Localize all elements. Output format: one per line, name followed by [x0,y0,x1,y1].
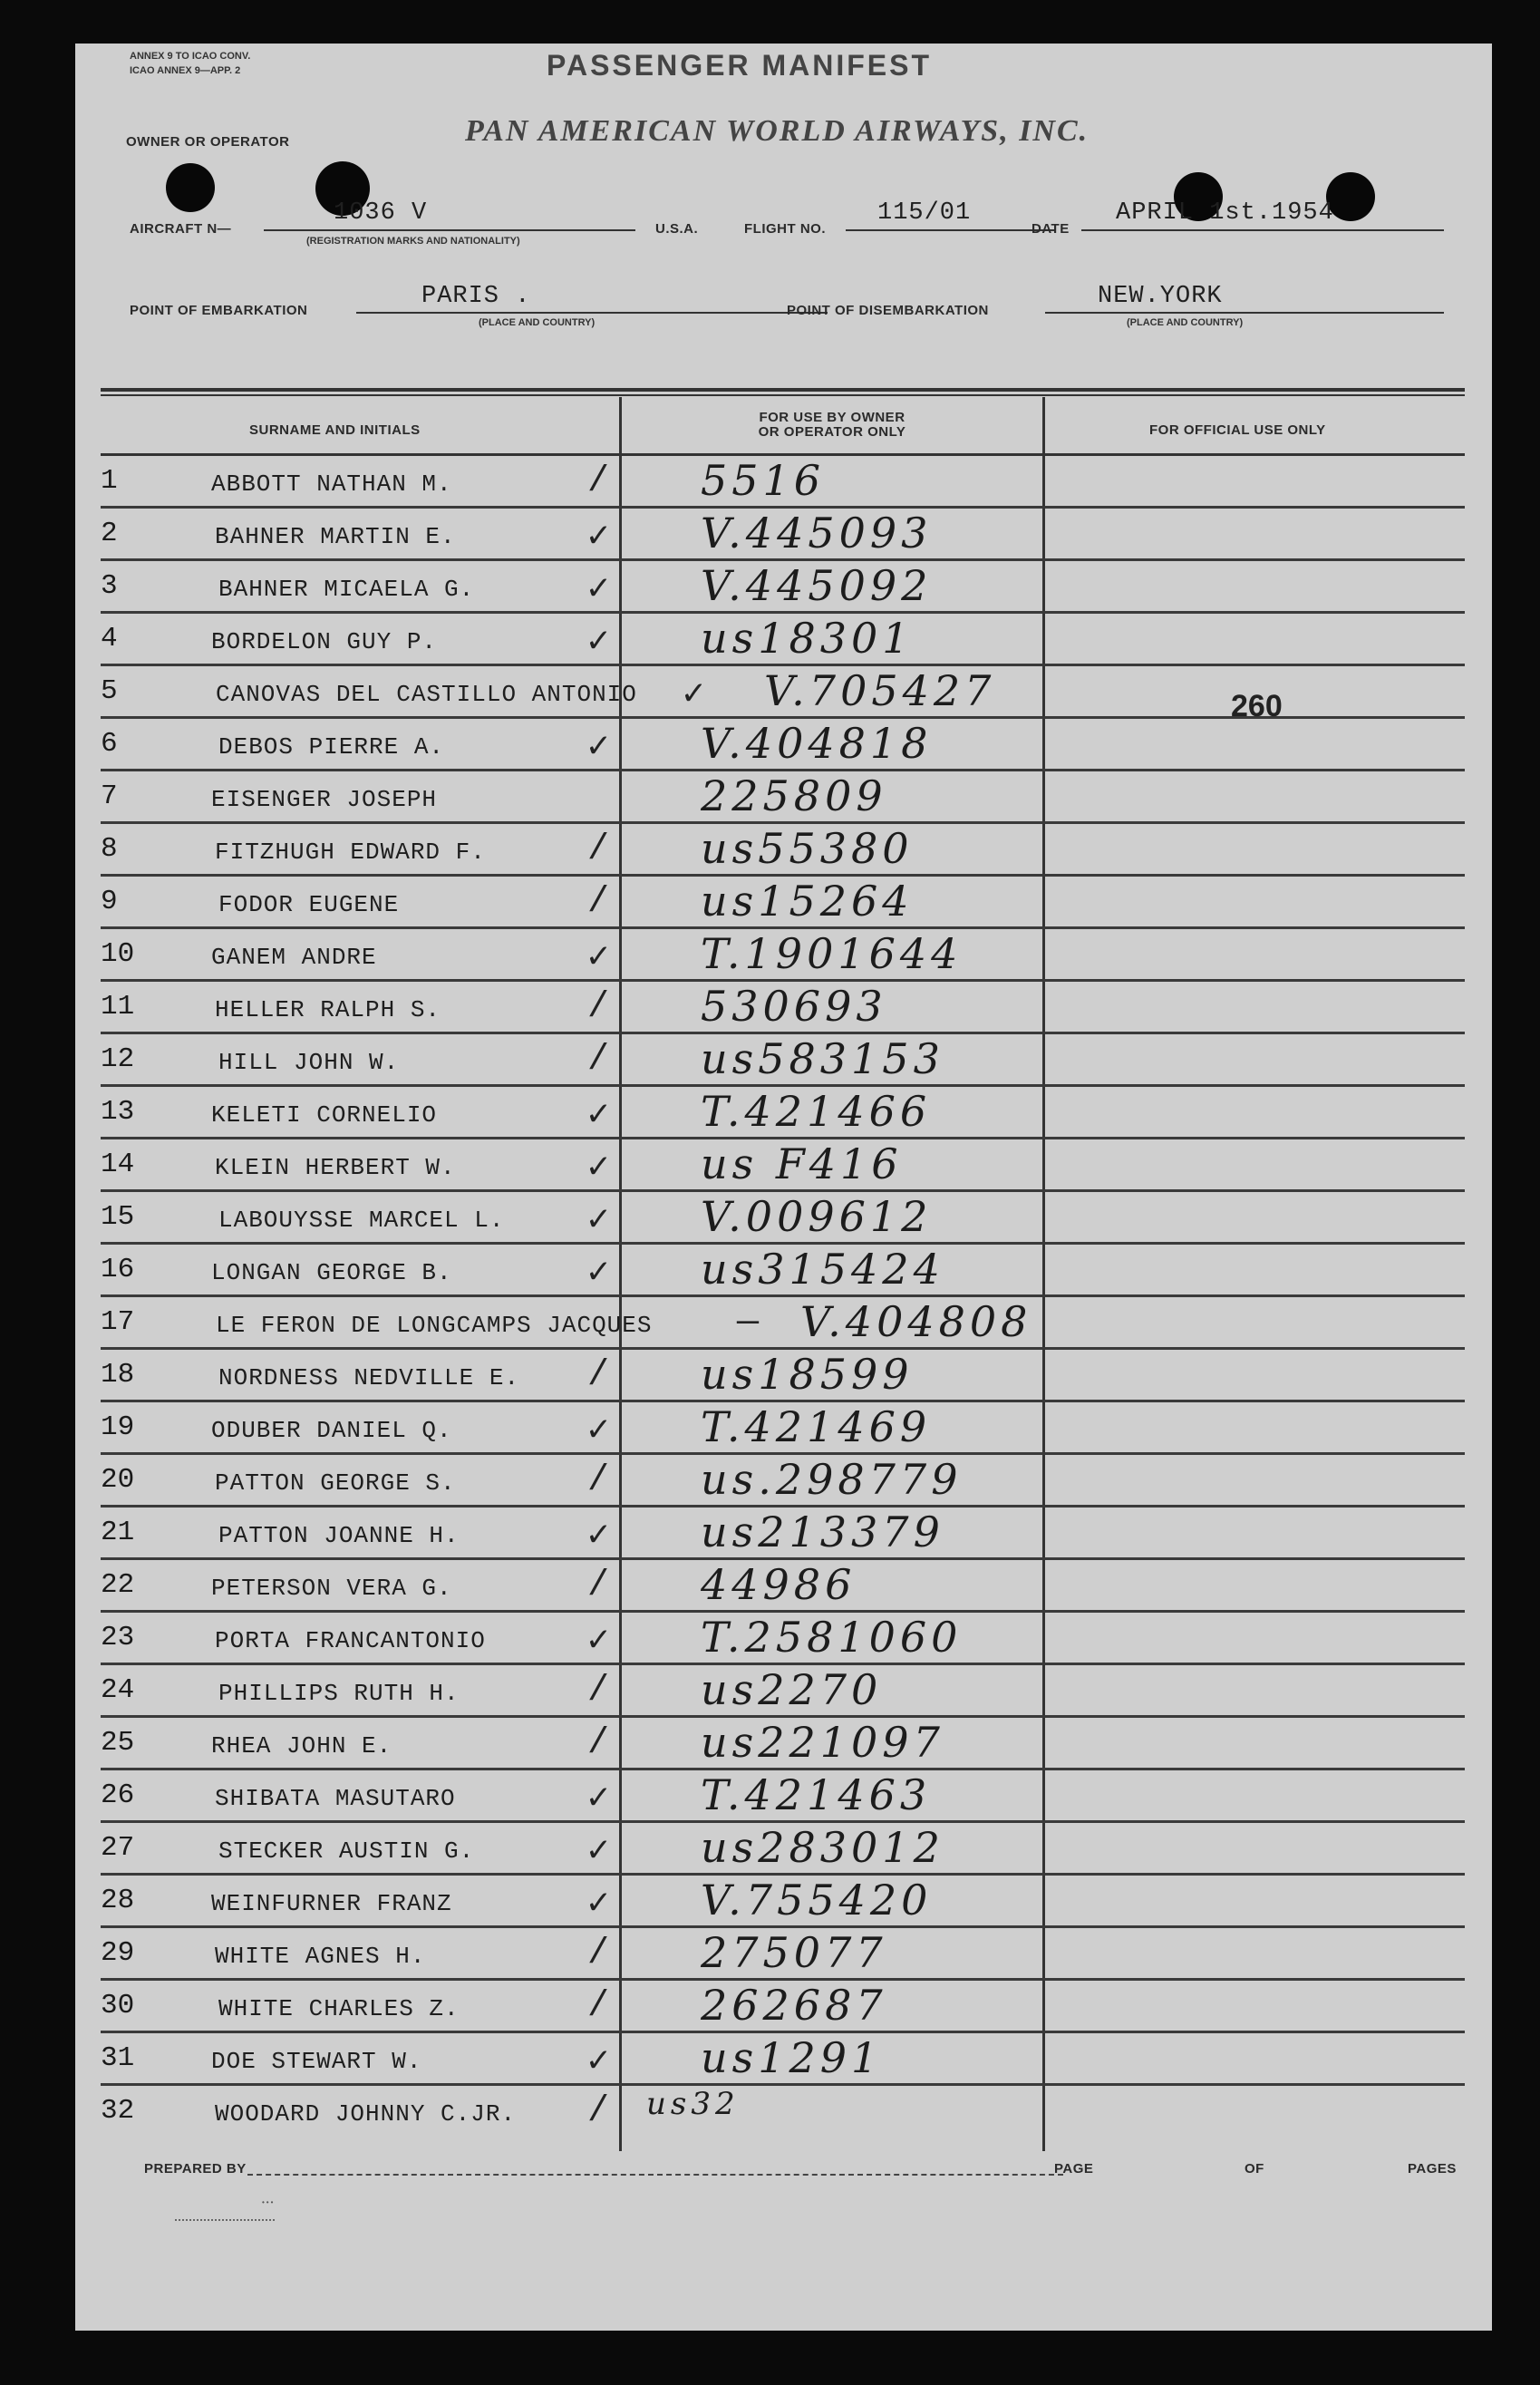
check-mark: ✓ [587,623,610,664]
flight-number: 115/01 [877,199,972,227]
passenger-row [75,1245,1492,1297]
check-mark: / [587,1723,610,1764]
check-mark: / [587,1460,610,1501]
passenger-name: PETERSON VERA G. [211,1575,452,1602]
passenger-name: BAHNER MICAELA G. [218,576,475,603]
passenger-name: PHILLIPS RUTH H. [218,1680,460,1707]
embarkation-sublabel: (PLACE AND COUNTRY) [479,317,596,328]
passenger-row [75,1297,1492,1350]
check-mark: ✓ [587,1254,610,1294]
check-mark: / [587,1040,610,1081]
passenger-row [75,561,1492,614]
ticket-number: us32 [646,2086,740,2122]
underline [247,2174,1063,2177]
ticket-number: V.445092 [701,561,933,610]
row-number: 21 [101,1517,135,1548]
check-mark: ✓ [587,570,610,611]
disembarkation-point: NEW.YORK [1098,283,1223,310]
ticket-number: 275077 [701,1928,887,1977]
passenger-name: HILL JOHN W. [218,1049,400,1076]
row-number: 9 [101,886,118,917]
column-header-operator: FOR USE BY OWNER [759,410,906,425]
check-mark: ✓ [587,1622,610,1663]
ticket-number: us221097 [701,1718,944,1767]
ticket-number: us15264 [701,877,914,926]
ticket-number: us55380 [701,824,914,873]
manifest-sheet [75,44,1492,2331]
owner-operator-label: OWNER OR OPERATOR [126,134,290,150]
ticket-number: 225809 [701,771,887,820]
passenger-name: GANEM ANDRE [211,944,377,971]
row-number: 6 [101,728,118,760]
country-label: U.S.A. [655,221,699,237]
underline [846,229,1054,231]
passenger-row [75,824,1492,877]
embarkation-point: PARIS . [421,283,531,310]
passenger-row [75,1192,1492,1245]
row-number: 30 [101,1990,135,2021]
row-number: 16 [101,1254,135,1285]
passenger-name: ODUBER DANIEL Q. [211,1417,452,1444]
passenger-row [75,1455,1492,1508]
check-mark: / [587,1934,610,1974]
of-label: OF [1245,2161,1264,2177]
check-mark: / [587,1986,610,2027]
ticket-number: T.421469 [701,1402,932,1451]
row-number: 8 [101,833,118,865]
check-mark: / [587,1671,610,1711]
row-number: 27 [101,1832,135,1864]
passenger-name: CANOVAS DEL CASTILLO ANTONIO [216,681,637,708]
ticket-number: us F416 [701,1139,903,1188]
passenger-row [75,719,1492,771]
flight-date: APRIL 1st.1954 [1116,199,1334,227]
ticket-number: T.421466 [701,1087,932,1136]
row-number: 17 [101,1306,135,1338]
passenger-row [75,982,1492,1034]
row-number: 1 [101,465,118,497]
page-label: PAGE [1054,2161,1094,2177]
passenger-row [75,1613,1492,1665]
row-number: 7 [101,780,118,812]
passenger-name: PATTON JOANNE H. [218,1522,460,1549]
passenger-row [75,1087,1492,1139]
row-number: 14 [101,1149,135,1180]
row-number: 31 [101,2042,135,2074]
underline [264,229,635,231]
passenger-name: EISENGER JOSEPH [211,786,438,813]
check-mark: ✓ [587,1201,610,1242]
row-number: 5 [101,675,118,707]
ticket-number: T.421463 [701,1770,932,1819]
date-label: DATE [1032,221,1070,237]
ticket-number: V.705427 [764,666,996,715]
passenger-row [75,1139,1492,1192]
prepared-by-label: PREPARED BY [144,2161,247,2177]
ticket-number: us213379 [701,1508,944,1556]
row-number: 3 [101,570,118,602]
ticket-number: us.298779 [701,1455,963,1504]
passenger-name: ABBOTT NATHAN M. [211,470,452,498]
passenger-row [75,1350,1492,1402]
passenger-row [75,929,1492,982]
ticket-number: 530693 [701,982,887,1031]
ticket-number: V.755420 [701,1876,933,1924]
aircraft-number: 1036 V [334,199,428,227]
passenger-row [75,509,1492,561]
passenger-row [75,1928,1492,1981]
passenger-name: SHIBATA MASUTARO [215,1785,456,1812]
passenger-row [75,1560,1492,1613]
passenger-name: LONGAN GEORGE B. [211,1259,452,1286]
row-number: 10 [101,938,135,970]
row-number: 15 [101,1201,135,1233]
ticket-number: us18301 [701,614,914,663]
passenger-name: BORDELON GUY P. [211,628,438,655]
check-mark: — [737,1303,760,1343]
passenger-row [75,456,1492,509]
passenger-row [75,877,1492,929]
passenger-row [75,1823,1492,1876]
passenger-row [75,2086,1492,2138]
passenger-row [75,1034,1492,1087]
check-mark: ✓ [587,1149,610,1189]
row-number: 11 [101,991,135,1023]
row-number: 32 [101,2095,135,2127]
embarkation-label: POINT OF EMBARKATION [130,303,308,318]
ticket-number: V.404808 [800,1297,1032,1346]
underline [356,312,828,314]
passenger-row [75,1981,1492,2033]
flight-no-label: FLIGHT NO. [744,221,826,237]
passenger-row [75,1508,1492,1560]
check-mark: ✓ [587,728,610,769]
check-mark: / [587,829,610,870]
form-reference-line-1: ANNEX 9 TO ICAO CONV. [130,51,251,62]
check-mark: ✓ [587,1517,610,1557]
official-note: 260 [1231,689,1283,723]
ticket-number: T.2581060 [701,1613,963,1662]
table-top-border [101,394,1465,396]
passenger-name: FITZHUGH EDWARD F. [215,839,486,866]
printer-mark: ••• [261,2199,275,2207]
column-header-operator: OR OPERATOR ONLY [758,424,906,440]
passenger-name: HELLER RALPH S. [215,996,441,1023]
check-mark: ✓ [587,1885,610,1925]
row-number: 4 [101,623,118,654]
check-mark: ✓ [587,1411,610,1452]
ticket-number: us2270 [701,1665,883,1714]
check-mark: / [587,2091,610,2132]
row-number: 23 [101,1622,135,1653]
check-mark: ✓ [587,1779,610,1820]
passenger-name: LABOUYSSE MARCEL L. [218,1207,505,1234]
ticket-number: us1291 [701,2033,883,2082]
passenger-name: KLEIN HERBERT W. [215,1154,456,1181]
passenger-name: FODOR EUGENE [218,891,400,918]
disembarkation-label: POINT OF DISEMBARKATION [787,303,989,318]
row-number: 12 [101,1043,135,1075]
row-number: 29 [101,1937,135,1969]
ticket-number: T.1901644 [701,929,963,978]
ticket-number: us315424 [701,1245,944,1294]
row-number: 22 [101,1569,135,1601]
passenger-name: PORTA FRANCANTONIO [215,1627,486,1654]
aircraft-sublabel: (REGISTRATION MARKS AND NATIONALITY) [306,236,520,247]
passenger-name: WOODARD JOHNNY C.JR. [215,2100,517,2128]
ticket-number: V.404818 [701,719,933,768]
row-number: 28 [101,1885,135,1916]
row-number: 24 [101,1674,135,1706]
document-title: PASSENGER MANIFEST [547,49,932,82]
passenger-name: WHITE AGNES H. [215,1943,426,1970]
form-reference-line-2: ICAO ANNEX 9—APP. 2 [130,65,241,76]
ticket-number: us283012 [701,1823,944,1872]
ticket-number: us18599 [701,1350,914,1399]
check-mark: ✓ [683,675,705,716]
ticket-number: 44986 [701,1560,857,1609]
column-header-surname: SURNAME AND INITIALS [249,422,421,438]
passenger-name: STECKER AUSTIN G. [218,1837,475,1865]
passenger-name: KELETI CORNELIO [211,1101,438,1129]
check-mark: ✓ [587,2042,610,2083]
underline [1081,229,1444,231]
ticket-number: V.009612 [701,1192,933,1241]
row-number: 19 [101,1411,135,1443]
passenger-name: PATTON GEORGE S. [215,1469,456,1497]
passenger-row [75,1770,1492,1823]
pages-label: PAGES [1408,2161,1457,2177]
check-mark: / [587,882,610,923]
punch-hole [166,163,215,212]
passenger-name: NORDNESS NEDVILLE E. [218,1364,520,1391]
ticket-number: us583153 [701,1034,944,1083]
check-mark: ✓ [587,1096,610,1137]
passenger-name: LE FERON DE LONGCAMPS JACQUES [216,1312,653,1339]
check-mark: / [587,1566,610,1606]
ticket-number: 5516 [701,456,826,505]
passenger-row [75,1402,1492,1455]
passenger-name: RHEA JOHN E. [211,1732,392,1760]
passenger-name: WHITE CHARLES Z. [218,1995,460,2022]
check-mark: / [587,1355,610,1396]
row-number: 13 [101,1096,135,1128]
passenger-row [75,614,1492,666]
check-mark: ✓ [587,1832,610,1873]
row-number: 20 [101,1464,135,1496]
row-number: 26 [101,1779,135,1811]
passenger-row [75,771,1492,824]
underline [1045,312,1444,314]
aircraft-label: AIRCRAFT N— [130,221,232,237]
passenger-row [75,1876,1492,1928]
disembarkation-sublabel: (PLACE AND COUNTRY) [1127,317,1244,328]
column-header-official: FOR OFFICIAL USE ONLY [1149,422,1326,438]
airline-name: PAN AMERICAN WORLD AIRWAYS, INC. [465,114,1090,148]
check-mark: ✓ [587,938,610,979]
passenger-row [75,1665,1492,1718]
passenger-name: BAHNER MARTIN E. [215,523,456,550]
table-top-border [101,388,1465,392]
ticket-number: 262687 [701,1981,887,2030]
passenger-row [75,2033,1492,2086]
row-number: 2 [101,518,118,549]
check-mark: ✓ [587,518,610,558]
passenger-row [75,1718,1492,1770]
passenger-name: WEINFURNER FRANZ [211,1890,452,1917]
row-number: 18 [101,1359,135,1391]
passenger-name: DEBOS PIERRE A. [218,733,445,761]
row-number: 25 [101,1727,135,1759]
ticket-number: V.445093 [701,509,933,557]
stamp-dots [175,2219,275,2223]
check-mark: / [587,461,610,502]
passenger-name: DOE STEWART W. [211,2048,422,2075]
check-mark: / [587,987,610,1028]
